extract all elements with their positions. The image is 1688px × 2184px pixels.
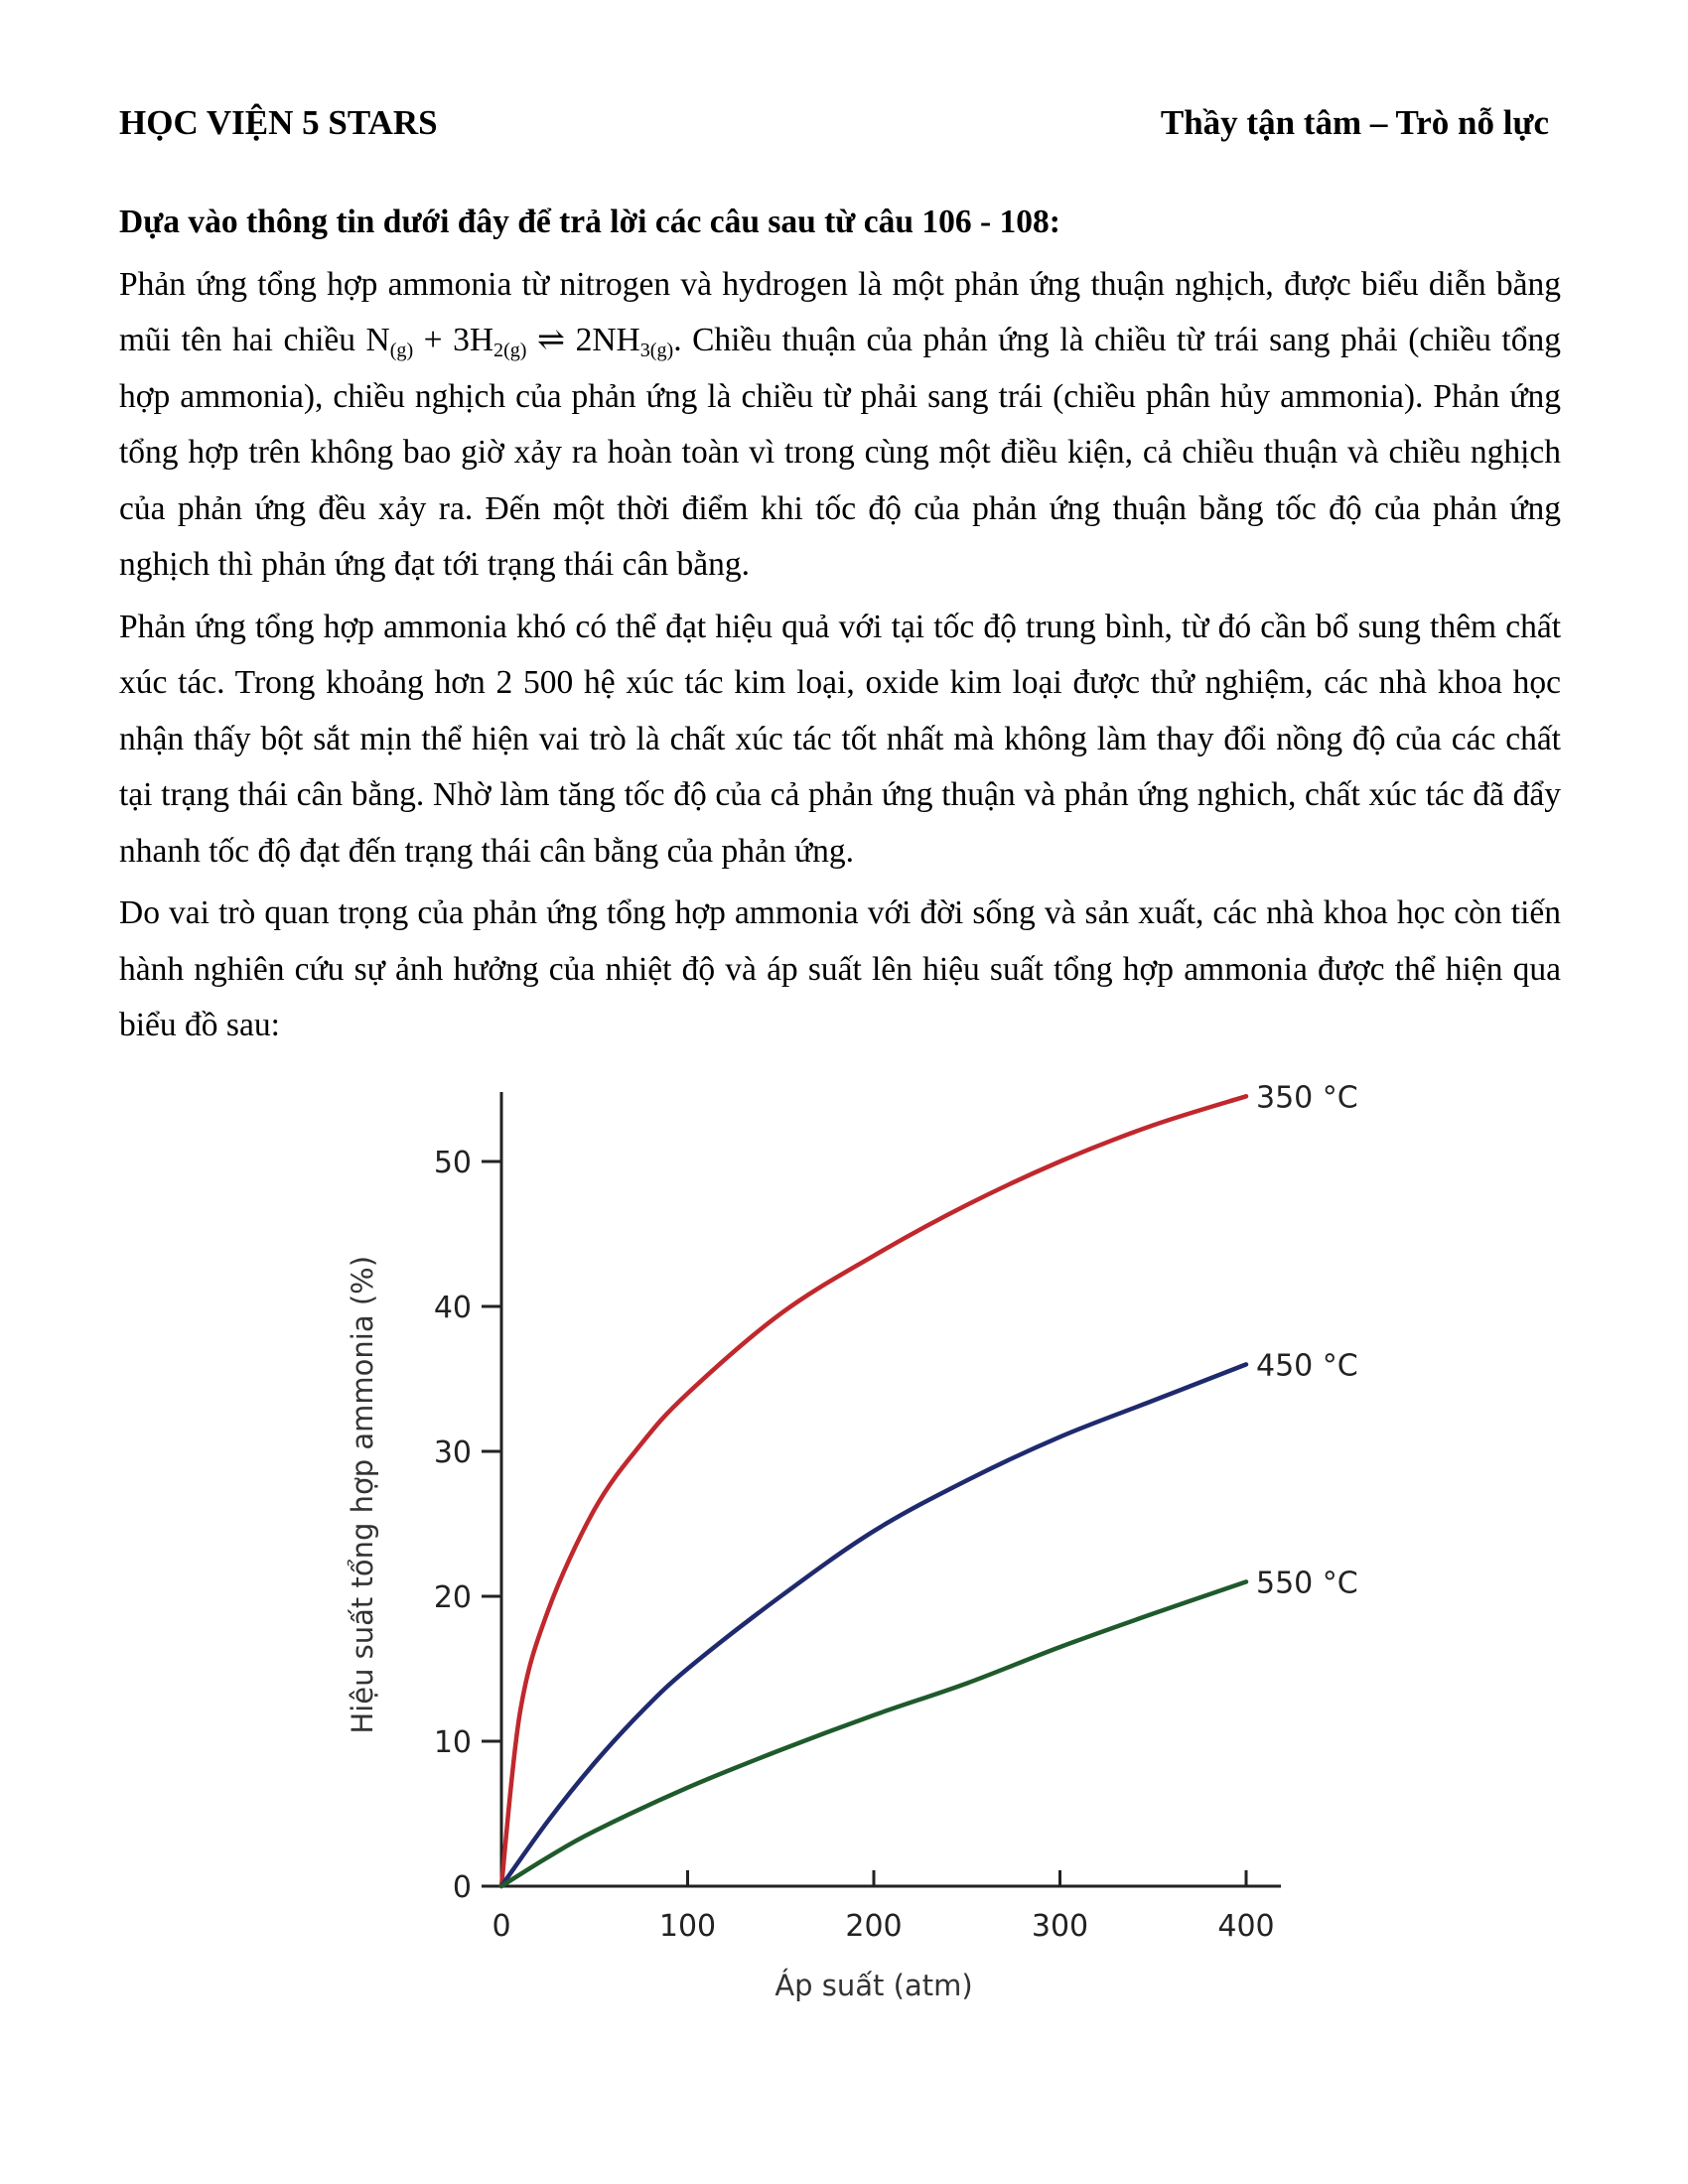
equation — [365, 322, 674, 362]
x-tick-label-200: 200 — [845, 1909, 903, 1944]
header-left-title: HỌC VIỆN 5 STARS — [119, 103, 438, 142]
header-right-slogan: Thầy tận tâm – Trò nỗ lực — [1160, 103, 1549, 142]
page-header — [119, 103, 1549, 153]
x-axis-title: Áp suất (atm) — [774, 1969, 973, 2002]
series-line-0 — [501, 1096, 1246, 1886]
paragraph-3: Do vai trò quan trọng của phản ứng tổng hợp ammonia với đời sống và sản xuất, các nhà khoa học còn tiến hành nghiên cứu sự ảnh hưởng của nhiệt độ và áp suất lên hiệu suất tổng hợp ammonia được thể hiện qua biểu đồ sau: — [119, 894, 1561, 1043]
chart-svg — [338, 1062, 1380, 2035]
y-tick-label-20: 20 — [433, 1580, 472, 1615]
series-label-1: 450 °C — [1256, 1348, 1358, 1384]
y-tick-label-10: 10 — [433, 1725, 472, 1760]
eq-hydrogen-state: 2(g) — [493, 340, 527, 362]
y-tick-label-0: 0 — [452, 1870, 472, 1905]
y-tick-label-30: 30 — [433, 1435, 472, 1470]
eq-nitrogen-state: (g) — [389, 340, 414, 362]
question-intro: Dựa vào thông tin dưới đây để trả lời các câu sau từ câu 106 - 108: — [119, 204, 1060, 240]
eq-ammonia-state: 3(g) — [639, 340, 674, 362]
series-line-2 — [501, 1581, 1246, 1886]
y-tick-label-40: 40 — [433, 1291, 472, 1325]
eq-hydrogen: + 3H — [413, 322, 494, 358]
x-tick-label-100: 100 — [658, 1909, 717, 1944]
series-label-2: 550 °C — [1256, 1566, 1358, 1601]
paragraph-1 — [119, 257, 1561, 594]
eq-ammonia: ⇌ 2NH — [526, 322, 640, 358]
x-tick-label-400: 400 — [1217, 1909, 1275, 1944]
chart-curves — [501, 1096, 1246, 1886]
series-label-0: 350 °C — [1256, 1080, 1358, 1116]
paragraph-1-post: . Chiều thuận của phản ứng là chiều từ trái sang phải (chiều tổng hợp ammonia), chiều nghịch của phản ứng là chiều từ phải sang trái (chiều phân hủy ammonia). Phản ứng tổng hợp trên không bao giờ xảy ra hoàn toàn vì trong cùng một điều kiện, cả chiều thuận và chiều nghịch của phản ứng đều xảy ra. Đến một thời điểm khi tốc độ của phản ứng thuận bằng tốc độ của phản ứng nghịch thì phản ứng đạt tới trạng thái cân bằng. — [119, 322, 1561, 583]
series-line-1 — [501, 1364, 1246, 1886]
x-tick-label-0: 0 — [492, 1909, 511, 1944]
chart-axes — [484, 1092, 1281, 1886]
document-body — [119, 195, 1561, 1060]
x-tick-label-300: 300 — [1031, 1909, 1089, 1944]
ammonia-yield-chart — [338, 1062, 1380, 2035]
chart-series-labels — [1256, 1080, 1358, 1600]
y-axis-title: Hiệu suất tổng hợp ammonia (%) — [346, 1255, 379, 1734]
paragraph-2: Phản ứng tổng hợp ammonia khó có thể đạt hiệu quả với tại tốc độ trung bình, từ đó cần bổ sung thêm chất xúc tác. Trong khoảng hơn 2 500 hệ xúc tác kim loại, oxide kim loại được thử nghiệm, các nhà khoa học nhận thấy bột sắt mịn thể hiện vai trò là chất xúc tác tốt nhất mà không làm thay đổi nồng độ của các chất tại trạng thái cân bằng. Nhờ làm tăng tốc độ của cả phản ứng thuận và phản ứng nghich, chất xúc tác đã đẩy nhanh tốc độ đạt đến trạng thái cân bằng của phản ứng. — [119, 608, 1561, 870]
y-tick-label-50: 50 — [433, 1146, 472, 1180]
eq-nitrogen: N — [365, 322, 390, 358]
paragraph-1-pre: Phản ứng tổng hợp ammonia từ nitrogen và hydrogen là một phản ứng thuận nghịch, được biểu diễn bằng mũi tên hai chiều — [119, 265, 1561, 358]
